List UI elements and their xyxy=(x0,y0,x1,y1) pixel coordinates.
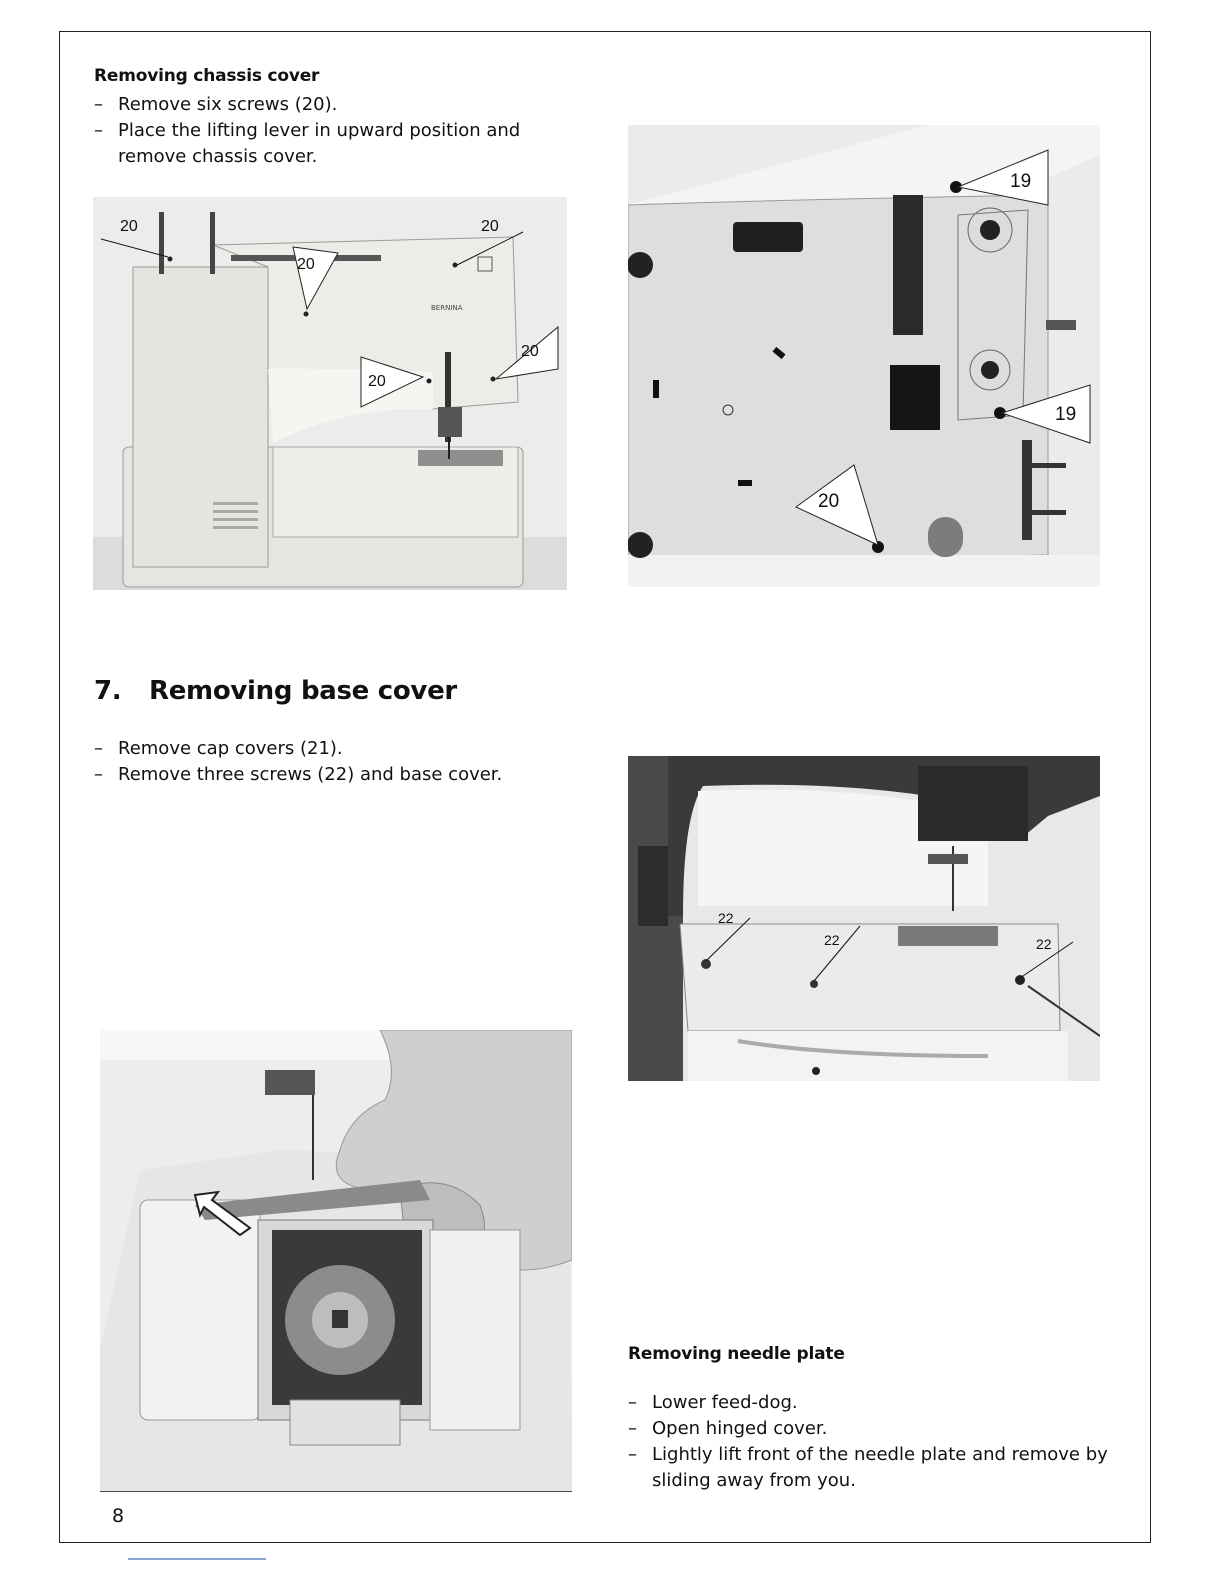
section-7-heading xyxy=(94,676,457,706)
chassis-heading: Removing chassis cover xyxy=(94,66,320,86)
brand-label: BERNINA xyxy=(431,304,463,312)
base-view-photo xyxy=(628,756,1100,1081)
callout-20-d: 20 xyxy=(368,373,386,390)
chassis-step-1: – Remove six screws (20). xyxy=(94,92,554,118)
callout-20-top: 20 xyxy=(818,491,840,512)
page-number: 8 xyxy=(112,1505,125,1527)
callout-19-a: 19 xyxy=(1010,171,1032,192)
top-view-photo xyxy=(628,125,1100,587)
chassis-steps xyxy=(94,92,554,170)
needle-plate-heading: Removing needle plate xyxy=(628,1344,845,1364)
callout-20-a: 20 xyxy=(120,218,138,235)
callout-22-b: 22 xyxy=(824,932,840,948)
callout-20-b: 20 xyxy=(481,218,499,235)
needle-step-3: – Lightly lift front of the needle plate and remove by sliding away from you. xyxy=(628,1442,1108,1494)
needle-plate-steps xyxy=(628,1390,1108,1494)
needle-step-2: – Open hinged cover. xyxy=(628,1416,1108,1442)
chassis-step-2: – Place the lifting lever in upward position and remove chassis cover. xyxy=(94,118,554,170)
section-title: Removing base cover xyxy=(149,676,457,706)
needle-plate-photo xyxy=(100,1030,572,1492)
callout-20-e: 20 xyxy=(521,343,539,360)
base-step-1: – Remove cap covers (21). xyxy=(94,736,564,762)
callout-22-c: 22 xyxy=(1036,936,1052,952)
footer-link-line xyxy=(128,1558,266,1560)
section-number: 7. xyxy=(94,676,122,706)
needle-step-1: – Lower feed-dog. xyxy=(628,1390,1108,1416)
callout-20-c: 20 xyxy=(297,256,315,273)
callout-22-a: 22 xyxy=(718,910,734,926)
callout-19-b: 19 xyxy=(1055,404,1077,425)
base-step-2: – Remove three screws (22) and base cover. xyxy=(94,762,564,788)
base-cover-steps xyxy=(94,736,564,788)
front-view-photo xyxy=(93,197,567,590)
